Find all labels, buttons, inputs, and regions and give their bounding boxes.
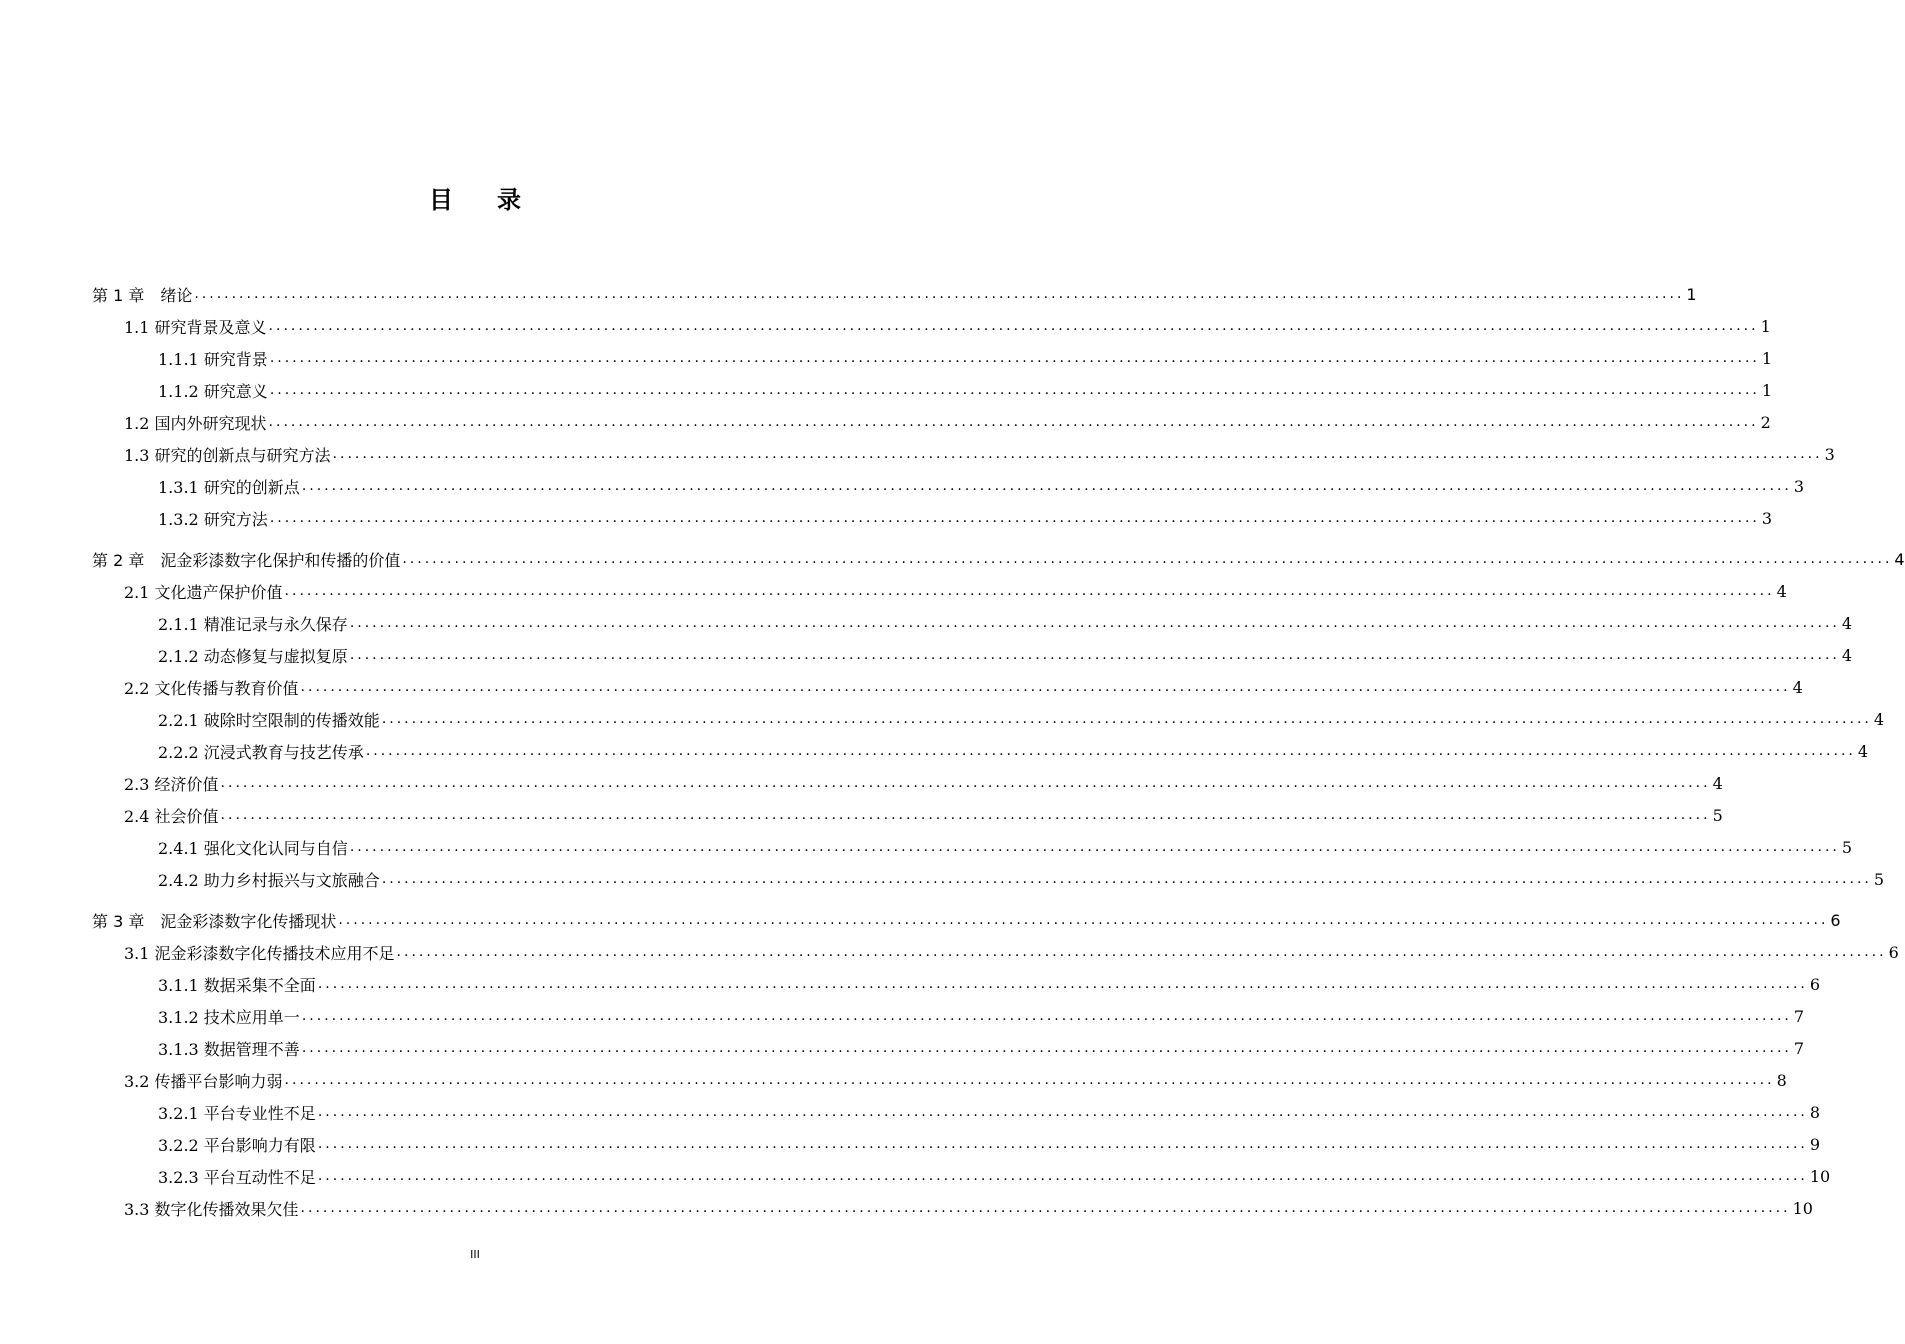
toc-leader-dots: ........................................................................................................................................................................................................ [269, 510, 1760, 526]
toc-entry-label: 1.3.2 研究方法 [158, 509, 268, 529]
toc-leader-dots: ........................................................................................................................................................................................................ [268, 414, 1759, 430]
toc-entry-label: 2.2.1 破除时空限制的传播效能 [158, 710, 380, 730]
toc-entry-page: 5 [1841, 837, 1853, 857]
toc-entry-1-1-1[interactable] [92, 342, 1773, 374]
toc-entry-page: 3 [1824, 444, 1835, 464]
toc-entry-page: 3 [1793, 476, 1805, 496]
toc-leader-dots: ........................................................................................................................................................................................................ [381, 711, 1872, 727]
toc-leader-dots: ........................................................................................................................................................................................................ [269, 382, 1760, 398]
toc-entry-page: 4 [1776, 581, 1787, 601]
toc-entry-label: 1.1 研究背景及意义 [124, 317, 267, 337]
toc-leader-dots: ........................................................................................................................................................................................................ [194, 286, 1685, 302]
toc-entry-page: 10 [1809, 1166, 1831, 1186]
toc-leader-dots: ........................................................................................................................................................................................................ [301, 478, 1792, 494]
toc-entry-page: 4 [1894, 549, 1905, 569]
toc-leader-dots: ........................................................................................................................................................................................................ [349, 615, 1840, 631]
toc-entry-1-3-2[interactable] [92, 502, 1773, 534]
toc-entry-1-1-2[interactable] [92, 374, 1773, 406]
toc-leader-dots: ........................................................................................................................................................................................................ [268, 318, 1759, 334]
page-number-footer: III [470, 1248, 480, 1261]
toc-entry-3-1-2[interactable] [92, 1000, 1805, 1032]
toc-leader-dots: ........................................................................................................................................................................................................ [338, 912, 1829, 928]
toc-entry-page: 1 [1686, 284, 1697, 304]
toc-leader-dots: ........................................................................................................................................................................................................ [220, 807, 1711, 823]
toc-leader-dots: ........................................................................................................................................................................................................ [381, 871, 1872, 887]
toc-leader-dots: ........................................................................................................................................................................................................ [317, 1104, 1808, 1120]
toc-leader-dots: ........................................................................................................................................................................................................ [402, 551, 1893, 567]
toc-entry-page: 5 [1873, 869, 1885, 889]
toc-entry-page: 1 [1761, 348, 1773, 368]
toc-entry-3-3[interactable] [92, 1192, 1813, 1224]
toc-entry-page: 10 [1792, 1198, 1813, 1218]
toc-entry-label: 2.3 经济价值 [124, 774, 219, 794]
toc-entry-label: 3.1.3 数据管理不善 [158, 1039, 300, 1059]
toc-entry-label: 3.1 泥金彩漆数字化传播技术应用不足 [124, 943, 395, 963]
toc-entry-chapter-1[interactable] [92, 278, 1697, 310]
toc-entry-label: 3.2 传播平台影响力弱 [124, 1071, 283, 1091]
toc-entry-page: 6 [1888, 942, 1899, 962]
toc-entry-label: 3.1.2 技术应用单一 [158, 1007, 300, 1027]
toc-entry-label: 3.2.3 平台互动性不足 [158, 1167, 316, 1187]
toc-entry-label: 2.2.2 沉浸式教育与技艺传承 [158, 742, 364, 762]
toc-entry-label: 1.1.2 研究意义 [158, 381, 268, 401]
toc-entry-page: 9 [1809, 1134, 1821, 1154]
toc-entry-3-2-1[interactable] [92, 1096, 1821, 1128]
toc-leader-dots: ........................................................................................................................................................................................................ [284, 583, 1775, 599]
toc-entry-3-1-1[interactable] [92, 968, 1821, 1000]
toc-entry-label: 2.4.2 助力乡村振兴与文旅融合 [158, 870, 380, 890]
toc-entry-2-3[interactable] [92, 767, 1723, 799]
toc-entry-label: 3.2.2 平台影响力有限 [158, 1135, 316, 1155]
toc-leader-dots: ........................................................................................................................................................................................................ [317, 1168, 1808, 1184]
toc-entry-label: 3.1.1 数据采集不全面 [158, 975, 316, 995]
toc-leader-dots: ........................................................................................................................................................................................................ [300, 679, 1791, 695]
toc-entry-page: 3 [1761, 508, 1773, 528]
toc-leader-dots: ........................................................................................................................................................................................................ [396, 944, 1887, 960]
toc-entry-2-1-2[interactable] [92, 639, 1853, 671]
toc-entry-page: 1 [1760, 316, 1771, 336]
toc-entry-page: 6 [1830, 910, 1841, 930]
toc-entry-1-1[interactable] [92, 310, 1771, 342]
toc-entry-label: 2.1.1 精准记录与永久保存 [158, 614, 348, 634]
toc-entry-2-4[interactable] [92, 799, 1723, 831]
toc-leader-dots: ........................................................................................................................................................................................................ [220, 775, 1711, 791]
toc-entry-label: 2.1 文化遗产保护价值 [124, 582, 283, 602]
toc-entry-page: 7 [1793, 1006, 1805, 1026]
toc-entry-chapter-3[interactable] [92, 904, 1841, 936]
toc-entry-label: 2.2 文化传播与教育价值 [124, 678, 299, 698]
toc-entry-3-2[interactable] [92, 1064, 1787, 1096]
toc-entry-page: 4 [1841, 613, 1853, 633]
toc-leader-dots: ........................................................................................................................................................................................................ [301, 1040, 1792, 1056]
toc-leader-dots: ........................................................................................................................................................................................................ [284, 1072, 1775, 1088]
toc-entry-1-3-1[interactable] [92, 470, 1805, 502]
toc-entry-page: 4 [1792, 677, 1803, 697]
toc-entry-page: 6 [1809, 974, 1821, 994]
toc-leader-dots: ........................................................................................................................................................................................................ [301, 1008, 1792, 1024]
toc-entry-label: 第 1 章 绪论 [92, 285, 193, 305]
toc-entry-page: 4 [1873, 709, 1885, 729]
toc-entry-2-2-2[interactable] [92, 735, 1869, 767]
toc-entry-label: 1.3.1 研究的创新点 [158, 477, 300, 497]
toc-entry-page: 5 [1712, 805, 1723, 825]
toc-entry-page: 4 [1857, 741, 1869, 761]
toc-entry-2-4-1[interactable] [92, 831, 1853, 863]
toc-entry-label: 1.3 研究的创新点与研究方法 [124, 445, 331, 465]
toc-leader-dots: ........................................................................................................................................................................................................ [349, 647, 1840, 663]
toc-leader-dots: ........................................................................................................................................................................................................ [317, 1136, 1808, 1152]
toc-entry-page: 1 [1761, 380, 1773, 400]
toc-leader-dots: ........................................................................................................................................................................................................ [332, 446, 1823, 462]
toc-entry-page: 8 [1809, 1102, 1821, 1122]
toc-leader-dots: ........................................................................................................................................................................................................ [349, 839, 1840, 855]
page-title: 目录 [429, 186, 565, 214]
toc-entry-2-1[interactable] [92, 575, 1787, 607]
toc-entry-1-3[interactable] [92, 438, 1835, 470]
toc-entry-label: 3.3 数字化传播效果欠佳 [124, 1199, 299, 1219]
toc-entry-3-2-3[interactable] [92, 1160, 1831, 1192]
toc-entry-3-2-2[interactable] [92, 1128, 1821, 1160]
toc-entry-page: 4 [1712, 773, 1723, 793]
toc-entry-2-2-1[interactable] [92, 703, 1885, 735]
toc-entry-page: 4 [1841, 645, 1853, 665]
toc-entry-label: 1.2 国内外研究现状 [124, 413, 267, 433]
toc-entry-label: 2.4 社会价值 [124, 806, 219, 826]
toc-entry-1-2[interactable] [92, 406, 1771, 438]
toc-leader-dots: ........................................................................................................................................................................................................ [365, 743, 1856, 759]
toc-entry-label: 1.1.1 研究背景 [158, 349, 268, 369]
toc-entry-label: 第 3 章 泥金彩漆数字化传播现状 [92, 911, 337, 931]
toc-entry-2-2[interactable] [92, 671, 1803, 703]
toc-leader-dots: ........................................................................................................................................................................................................ [300, 1200, 1791, 1216]
toc-entry-3-1-3[interactable] [92, 1032, 1805, 1064]
toc-entry-2-1-1[interactable] [92, 607, 1853, 639]
toc-leader-dots: ........................................................................................................................................................................................................ [269, 350, 1760, 366]
toc-entry-label: 3.2.1 平台专业性不足 [158, 1103, 316, 1123]
toc-entry-label: 2.1.2 动态修复与虚拟复原 [158, 646, 348, 666]
toc-entry-page: 2 [1760, 412, 1771, 432]
toc-entry-2-4-2[interactable] [92, 863, 1885, 895]
toc-entry-page: 8 [1776, 1070, 1787, 1090]
toc-entry-label: 2.4.1 强化文化认同与自信 [158, 838, 348, 858]
toc-entry-label: 第 2 章 泥金彩漆数字化保护和传播的价值 [92, 550, 401, 570]
toc-entry-page: 7 [1793, 1038, 1805, 1058]
toc-entry-3-1[interactable] [92, 936, 1899, 968]
toc-entry-chapter-2[interactable] [92, 543, 1905, 575]
toc-leader-dots: ........................................................................................................................................................................................................ [317, 976, 1808, 992]
